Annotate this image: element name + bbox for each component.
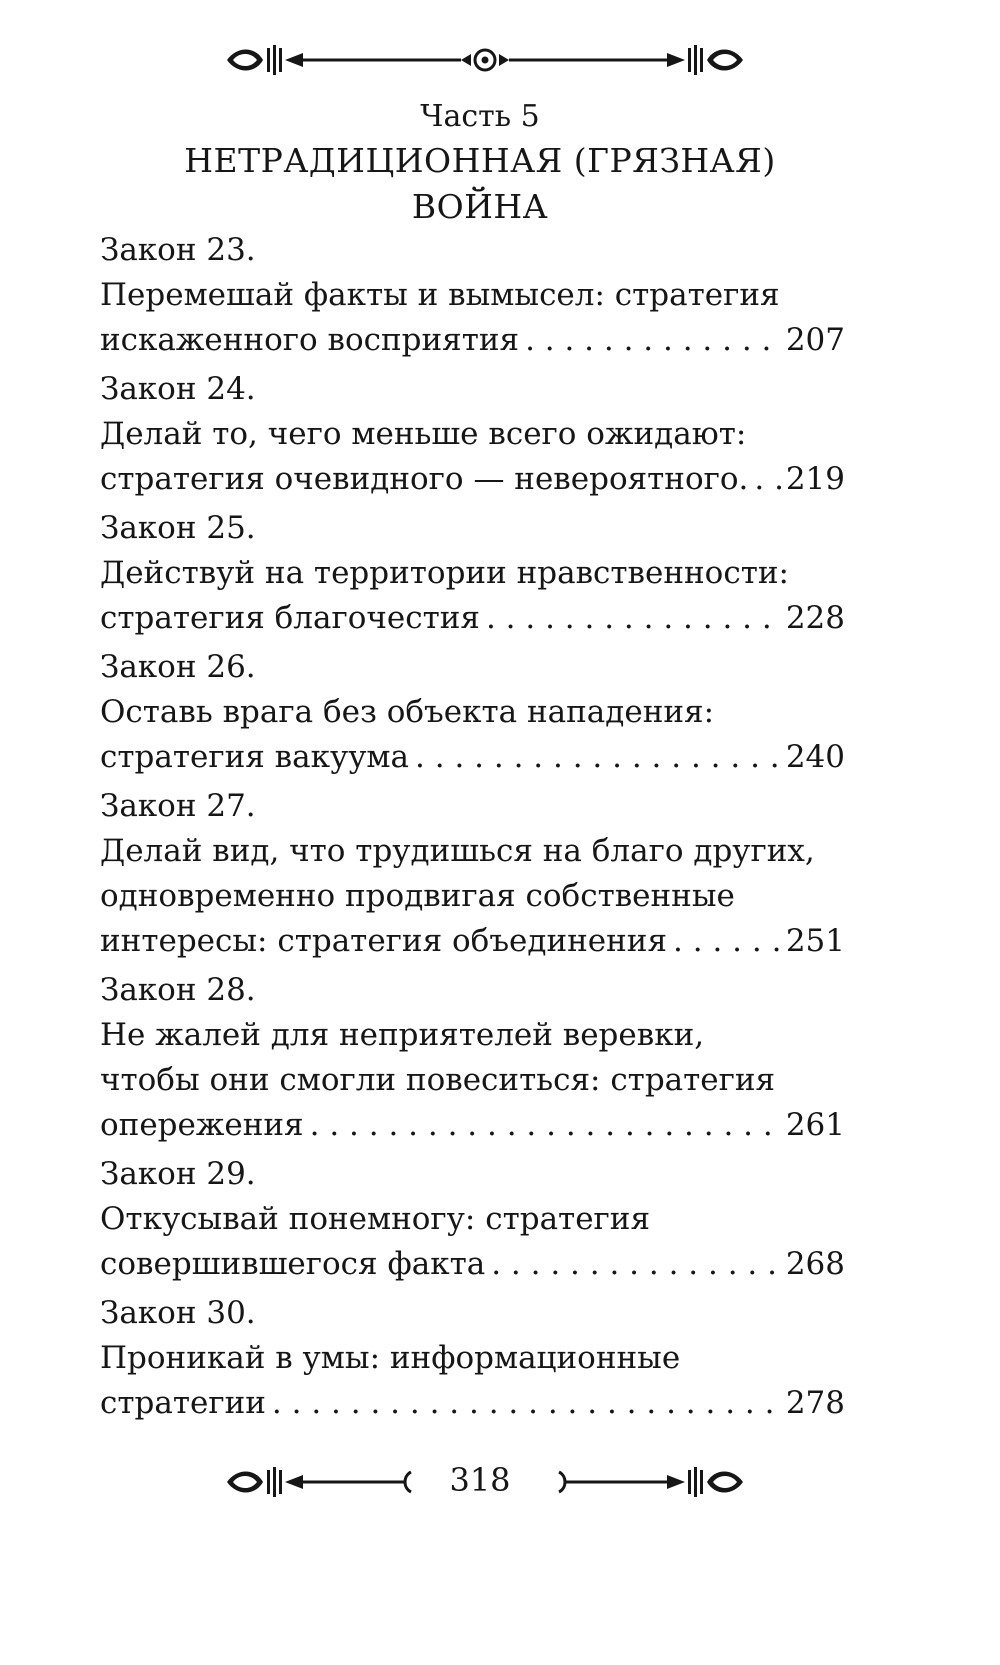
law-title-line: чтобы они смогли повеситься: стратегия bbox=[100, 1062, 776, 1098]
law-label: Закон 26. bbox=[100, 649, 256, 685]
law-title-last-line bbox=[100, 735, 845, 780]
law-title-line: Проникай в умы: информационные bbox=[100, 1340, 681, 1376]
law-label: Закон 28. bbox=[100, 972, 256, 1008]
toc-entry-law-29[interactable] bbox=[100, 1152, 845, 1287]
page-number: 219 bbox=[785, 461, 845, 497]
law-title-line: Перемешай факты и вымысел: стратегия bbox=[100, 277, 780, 313]
law-title-last-line bbox=[100, 596, 845, 641]
law-title-line: Делай то, чего меньше всего ожидают: bbox=[100, 416, 747, 452]
folio-page-number: 318 bbox=[435, 1461, 524, 1499]
law-label: Закон 24. bbox=[100, 371, 256, 407]
page-number: 268 bbox=[785, 1246, 845, 1282]
page-number: 240 bbox=[785, 739, 845, 775]
table-of-contents bbox=[100, 228, 845, 1430]
top-ornament-divider bbox=[225, 40, 745, 80]
law-title-line: Действуй на территории нравственности: bbox=[100, 555, 789, 591]
law-title-line: Откусывай понемногу: стратегия bbox=[100, 1201, 651, 1237]
toc-entry-law-25[interactable] bbox=[100, 506, 845, 641]
page-number: 251 bbox=[785, 923, 845, 959]
toc-entry-law-24[interactable] bbox=[100, 367, 845, 502]
law-title-text: стратегия очевидного — невероятного. bbox=[100, 461, 749, 497]
dot-leader bbox=[491, 1242, 782, 1287]
law-title-last-line bbox=[100, 1381, 845, 1426]
part-title-line-1: НЕТРАДИЦИОННАЯ (ГРЯЗНАЯ) bbox=[184, 141, 776, 180]
toc-entry-law-23[interactable] bbox=[100, 228, 845, 363]
dot-leader bbox=[310, 1103, 782, 1148]
law-title-text: искаженного восприятия bbox=[100, 322, 520, 358]
dot-leader bbox=[486, 596, 782, 641]
law-title-last-line bbox=[100, 457, 845, 502]
law-title-last-line bbox=[100, 318, 845, 363]
law-title-line: Делай вид, что трудишься на благо других, bbox=[100, 833, 815, 869]
law-title-text: опережения bbox=[100, 1107, 304, 1143]
page-number: 207 bbox=[785, 322, 845, 358]
dot-leader bbox=[754, 457, 781, 502]
toc-entry-law-26[interactable] bbox=[100, 645, 845, 780]
law-title-text: совершившегося факта bbox=[100, 1246, 486, 1282]
page-footer bbox=[0, 1458, 960, 1502]
law-title-text: стратегия благочестия bbox=[100, 600, 480, 636]
law-label: Закон 29. bbox=[100, 1156, 256, 1192]
law-label: Закон 23. bbox=[100, 232, 256, 268]
law-title-line: Не жалей для неприятелей веревки, bbox=[100, 1017, 705, 1053]
part-title-line-2: ВОЙНА bbox=[411, 187, 549, 226]
law-title-last-line bbox=[100, 1242, 845, 1287]
part-label: Часть 5 bbox=[420, 99, 540, 134]
page-number: 278 bbox=[785, 1385, 845, 1421]
law-title-last-line bbox=[100, 919, 845, 964]
dot-leader bbox=[272, 1381, 782, 1426]
law-title-last-line bbox=[100, 1103, 845, 1148]
law-label: Закон 27. bbox=[100, 788, 256, 824]
page-number: 228 bbox=[785, 600, 845, 636]
law-title-line: Оставь врага без объекта нападения: bbox=[100, 694, 715, 730]
law-title-text: стратегии bbox=[100, 1385, 266, 1421]
toc-entry-law-30[interactable] bbox=[100, 1291, 845, 1426]
law-label: Закон 25. bbox=[100, 510, 256, 546]
law-title-text: интересы: стратегия объединения bbox=[100, 923, 668, 959]
law-title-line: одновременно продвигая собственные bbox=[100, 878, 735, 914]
toc-entry-law-27[interactable] bbox=[100, 784, 845, 964]
dot-leader bbox=[673, 919, 782, 964]
part-header bbox=[100, 96, 860, 230]
dot-leader bbox=[415, 735, 782, 780]
law-label: Закон 30. bbox=[100, 1295, 256, 1331]
page-number: 261 bbox=[785, 1107, 845, 1143]
toc-entry-law-28[interactable] bbox=[100, 968, 845, 1148]
dot-leader bbox=[525, 318, 782, 363]
flourish-icon bbox=[225, 40, 745, 80]
law-title-text: стратегия вакуума bbox=[100, 739, 410, 775]
